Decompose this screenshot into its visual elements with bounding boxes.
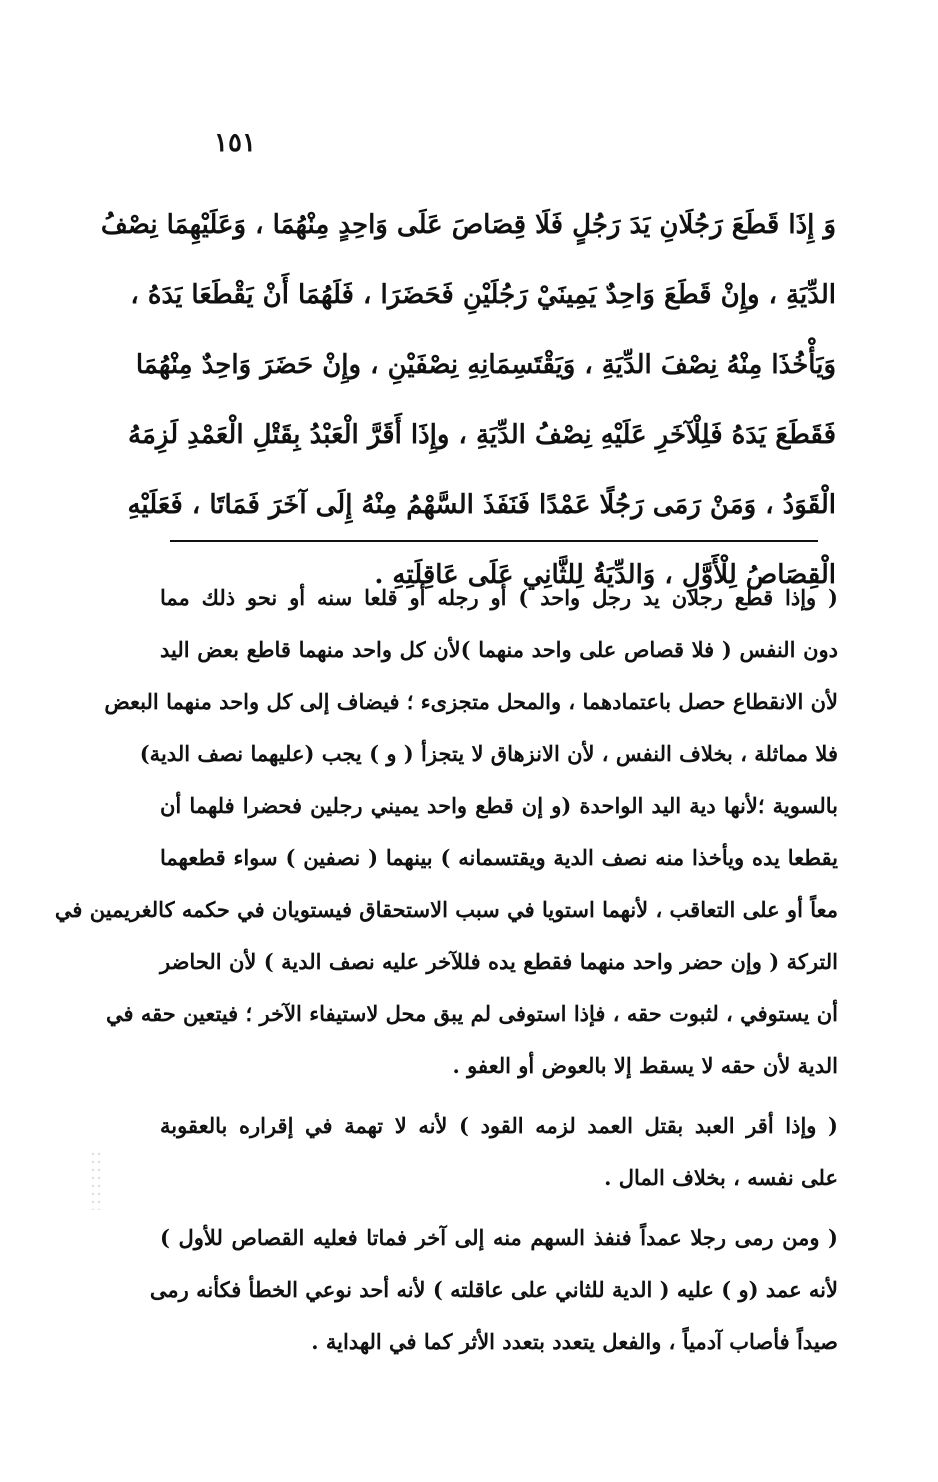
main-text-line: الْقِصَاصُ لِلْأَوَّلِ ، وَالدِّيَةُ لِلثَّانِي عَلَى عَاقِلَتِهِ . — [374, 560, 836, 590]
commentary-line: يقطعا يده ويأخذا منه نصف الدية ويقتسمانه ) بينهما ( نصفين ) سواء قطعهما — [160, 845, 838, 870]
paragraph-gap — [160, 1204, 838, 1212]
commentary-line: لأنه عمد (و ) عليه ( الدية للثاني على عاقلته ) لأنه أحد نوعي الخطأ فكأنه رمى — [149, 1277, 838, 1302]
commentary-line: ( وإذا قطع رجلان يد رجل واحد ) أو رجله أو قلعا سنه أو نحو ذلك مما — [160, 585, 838, 610]
commentary-line: لأن الانقطاع حصل باعتمادهما ، والمحل متجزىء ؛ فيضاف إلى كل واحد منهما البعض — [104, 689, 838, 714]
main-text — [100, 190, 836, 610]
section-divider — [170, 540, 818, 542]
commentary-line: على نفسه ، بخلاف المال . — [604, 1165, 838, 1190]
commentary-line: ( ومن رمى رجلا عمداً فنفذ السهم منه إلى آخر فماتا فعليه القصاص للأول ) — [160, 1225, 838, 1250]
commentary-line: معاً أو على التعاقب ، لأنهما استويا في سبب الاستحقاق فيستويان في حكمه كالغريمين في — [54, 897, 838, 922]
commentary-line: بالسوية ؛لأنها دية اليد الواحدة (و إن قطع واحد يميني رجلين فحضرا فلهما أن — [160, 793, 838, 818]
commentary-line: الدية لأن حقه لا يسقط إلا بالعوض أو العفو . — [452, 1053, 838, 1078]
paragraph-gap — [160, 1092, 838, 1100]
main-text-line: وَيَأْخُذَا مِنْهُ نِصْفَ الدِّيَةِ ، وَيَقْتَسِمَانِهِ نِصْفَيْنِ ، وإِنْ حَضَرَ وَاحِدٌ مِنْهُمَا — [135, 350, 836, 380]
commentary — [54, 572, 838, 1368]
main-text-line: فَقَطَعَ يَدَهُ فَلِلْآخَرِ عَلَيْهِ نِصْفُ الدِّيَةِ ، وإِذَا أَقَرَّ الْعَبْدُ بِقَتْلِ الْعَمْدِ لَزِمَهُ — [128, 420, 836, 450]
commentary-paragraph — [54, 572, 838, 1092]
page-number: ١٥١ — [214, 128, 256, 158]
paper-speck — [90, 1150, 102, 1210]
commentary-line: دون النفس ( فلا قصاص على واحد منهما )لأن كل واحد منهما قاطع بعض اليد — [160, 637, 838, 662]
main-text-line: وَ إِذَا قَطَعَ رَجُلَانِ يَدَ رَجُلٍ فَلَا قِصَاصَ عَلَى وَاحِدٍ مِنْهُمَا ، وَعَلَيْهِمَا نِصْفُ — [100, 210, 836, 240]
commentary-line: ( وإذا أقر العبد بقتل العمد لزمه القود ) لأنه لا تهمة في إقراره بالعقوبة — [160, 1113, 838, 1138]
commentary-line: أن يستوفي ، لثبوت حقه ، فإذا استوفى لم يبق محل لاستيفاء الآخر ؛ فيتعين حقه في — [106, 1001, 838, 1026]
commentary-paragraph — [160, 1100, 838, 1204]
main-text-line: الْقَوَدُ ، وَمَنْ رَمَى رَجُلًا عَمْدًا فَنَفَذَ السَّهْمُ مِنْهُ إِلَى آخَرَ فَمَاتَا ، فَعَلَيْهِ — [127, 490, 836, 520]
commentary-paragraph — [149, 1212, 838, 1368]
commentary-line: صيداً فأصاب آدمياً ، والفعل يتعدد بتعدد الأثر كما في الهداية . — [311, 1329, 838, 1354]
main-text-line: الدِّيَةِ ، وإِنْ قَطَعَ وَاحِدٌ يَمِينَيْ رَجُلَيْنِ فَحَضَرَا ، فَلَهُمَا أَنْ يَقْطَعَا يَدَهُ ، — [130, 280, 836, 310]
commentary-line: فلا مماثلة ، بخلاف النفس ، لأن الانزهاق لا يتجزأ ( و ) يجب (عليهما نصف الدية) — [139, 741, 838, 766]
commentary-line: التركة ( وإن حضر واحد منهما فقطع يده فللآخر عليه نصف الدية ) لأن الحاضر — [160, 949, 838, 974]
